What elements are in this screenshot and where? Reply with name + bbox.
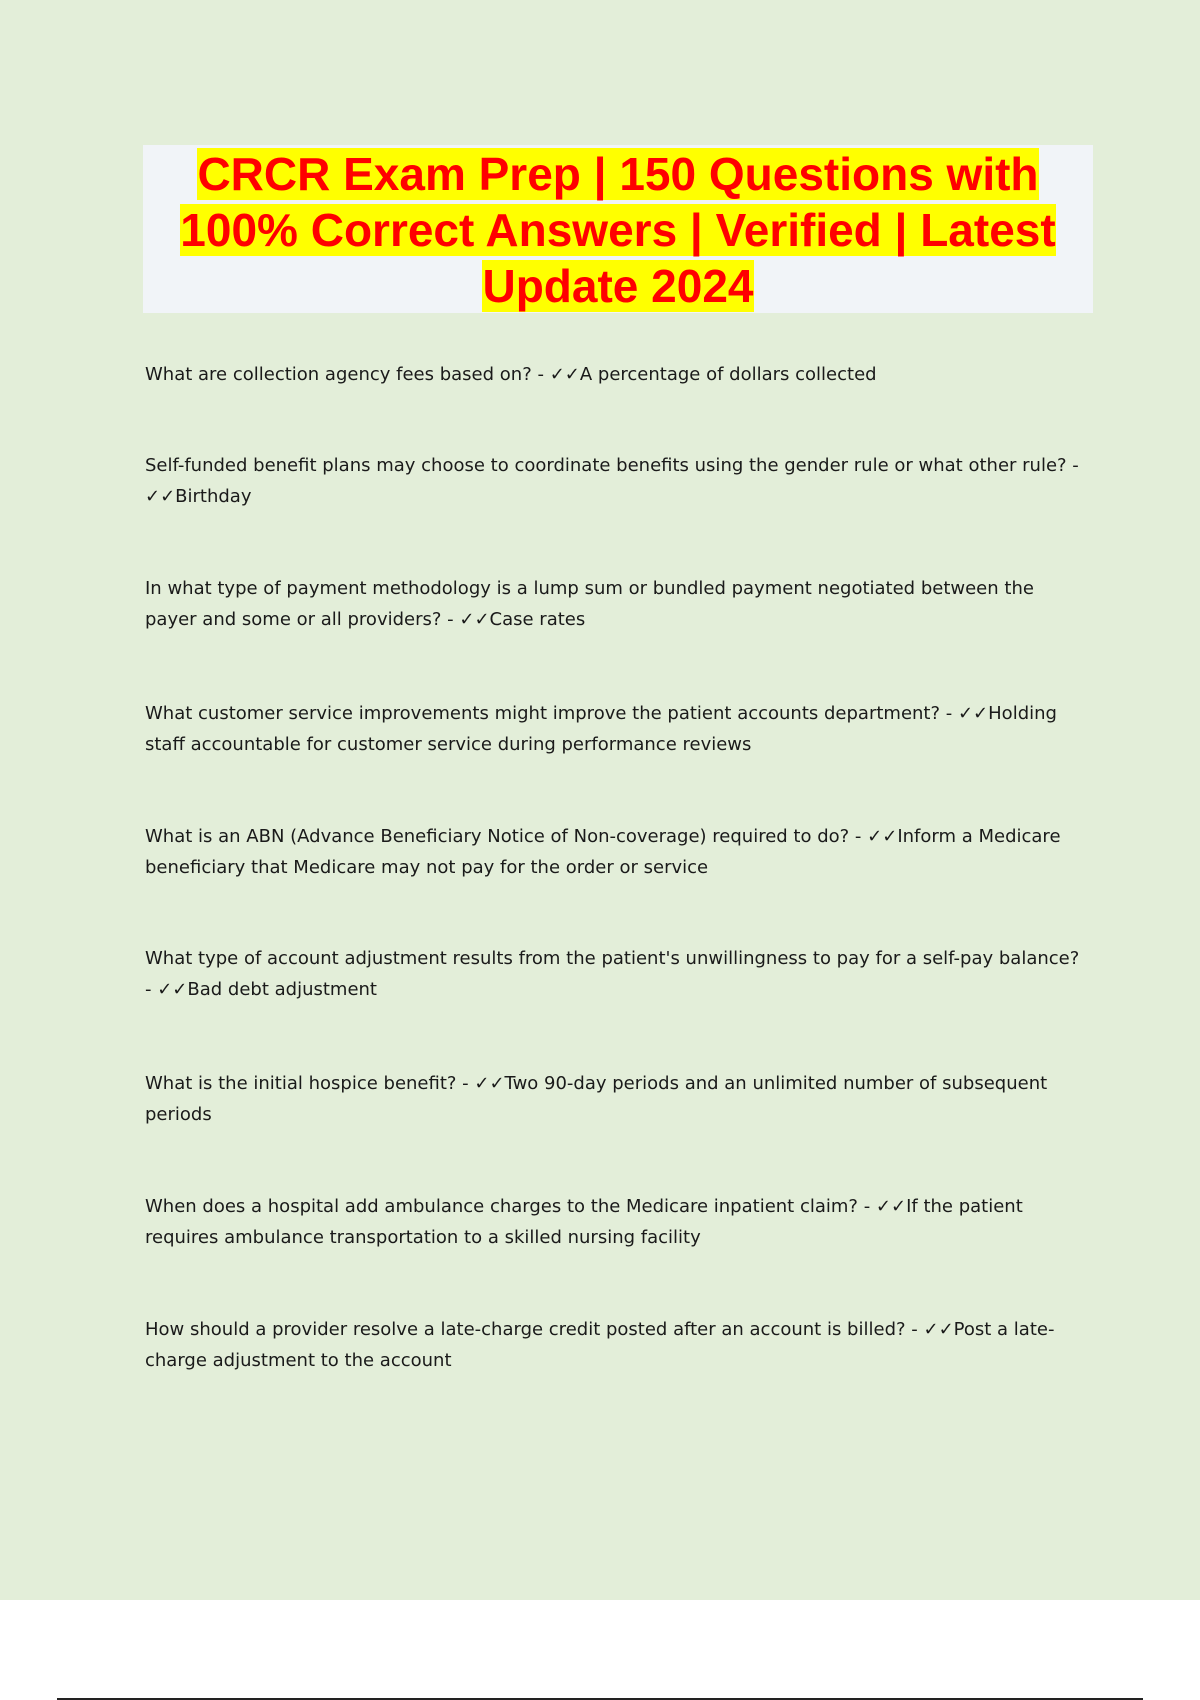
qa-item-2: Self-funded benefit plans may choose to coordinate benefits using the gender rule or what other rule? - ✓✓Birthday <box>145 455 1079 507</box>
qa-item-5: What is an ABN (Advance Beneficiary Notice of Non-coverage) required to do? - ✓✓Inform a Medicare beneficiary that Medicare may not pay for the order or service <box>145 826 1061 878</box>
qa-item-1: What are collection agency fees based on? - ✓✓A percentage of dollars collected <box>145 364 877 385</box>
document-title <box>143 146 1093 314</box>
qa-item-3: In what type of payment methodology is a lump sum or bundled payment negotiated between the payer and some or all providers? - ✓✓Case rates <box>145 578 1034 630</box>
qa-item-8: When does a hospital add ambulance charges to the Medicare inpatient claim? - ✓✓If the patient requires ambulance transportation to a skilled nursing facility <box>145 1196 1023 1248</box>
qa-item-4: What customer service improvements might improve the patient accounts department? - ✓✓Holding staff accountable for customer service during performance reviews <box>145 703 1057 755</box>
qa-item-7: What is the initial hospice benefit? - ✓✓Two 90-day periods and an unlimited number of subsequent periods <box>145 1073 1048 1125</box>
qa-item-9: How should a provider resolve a late-charge credit posted after an account is billed? - ✓✓Post a late-charge adjustment to the account <box>145 1319 1055 1371</box>
title-highlight: CRCR Exam Prep | 150 Questions with 100% Correct Answers | Verified | Latest Update 2024 <box>180 148 1056 312</box>
qa-item-6: What type of account adjustment results from the patient's unwillingness to pay for a self-pay balance? - ✓✓Bad debt adjustment <box>145 948 1080 1000</box>
